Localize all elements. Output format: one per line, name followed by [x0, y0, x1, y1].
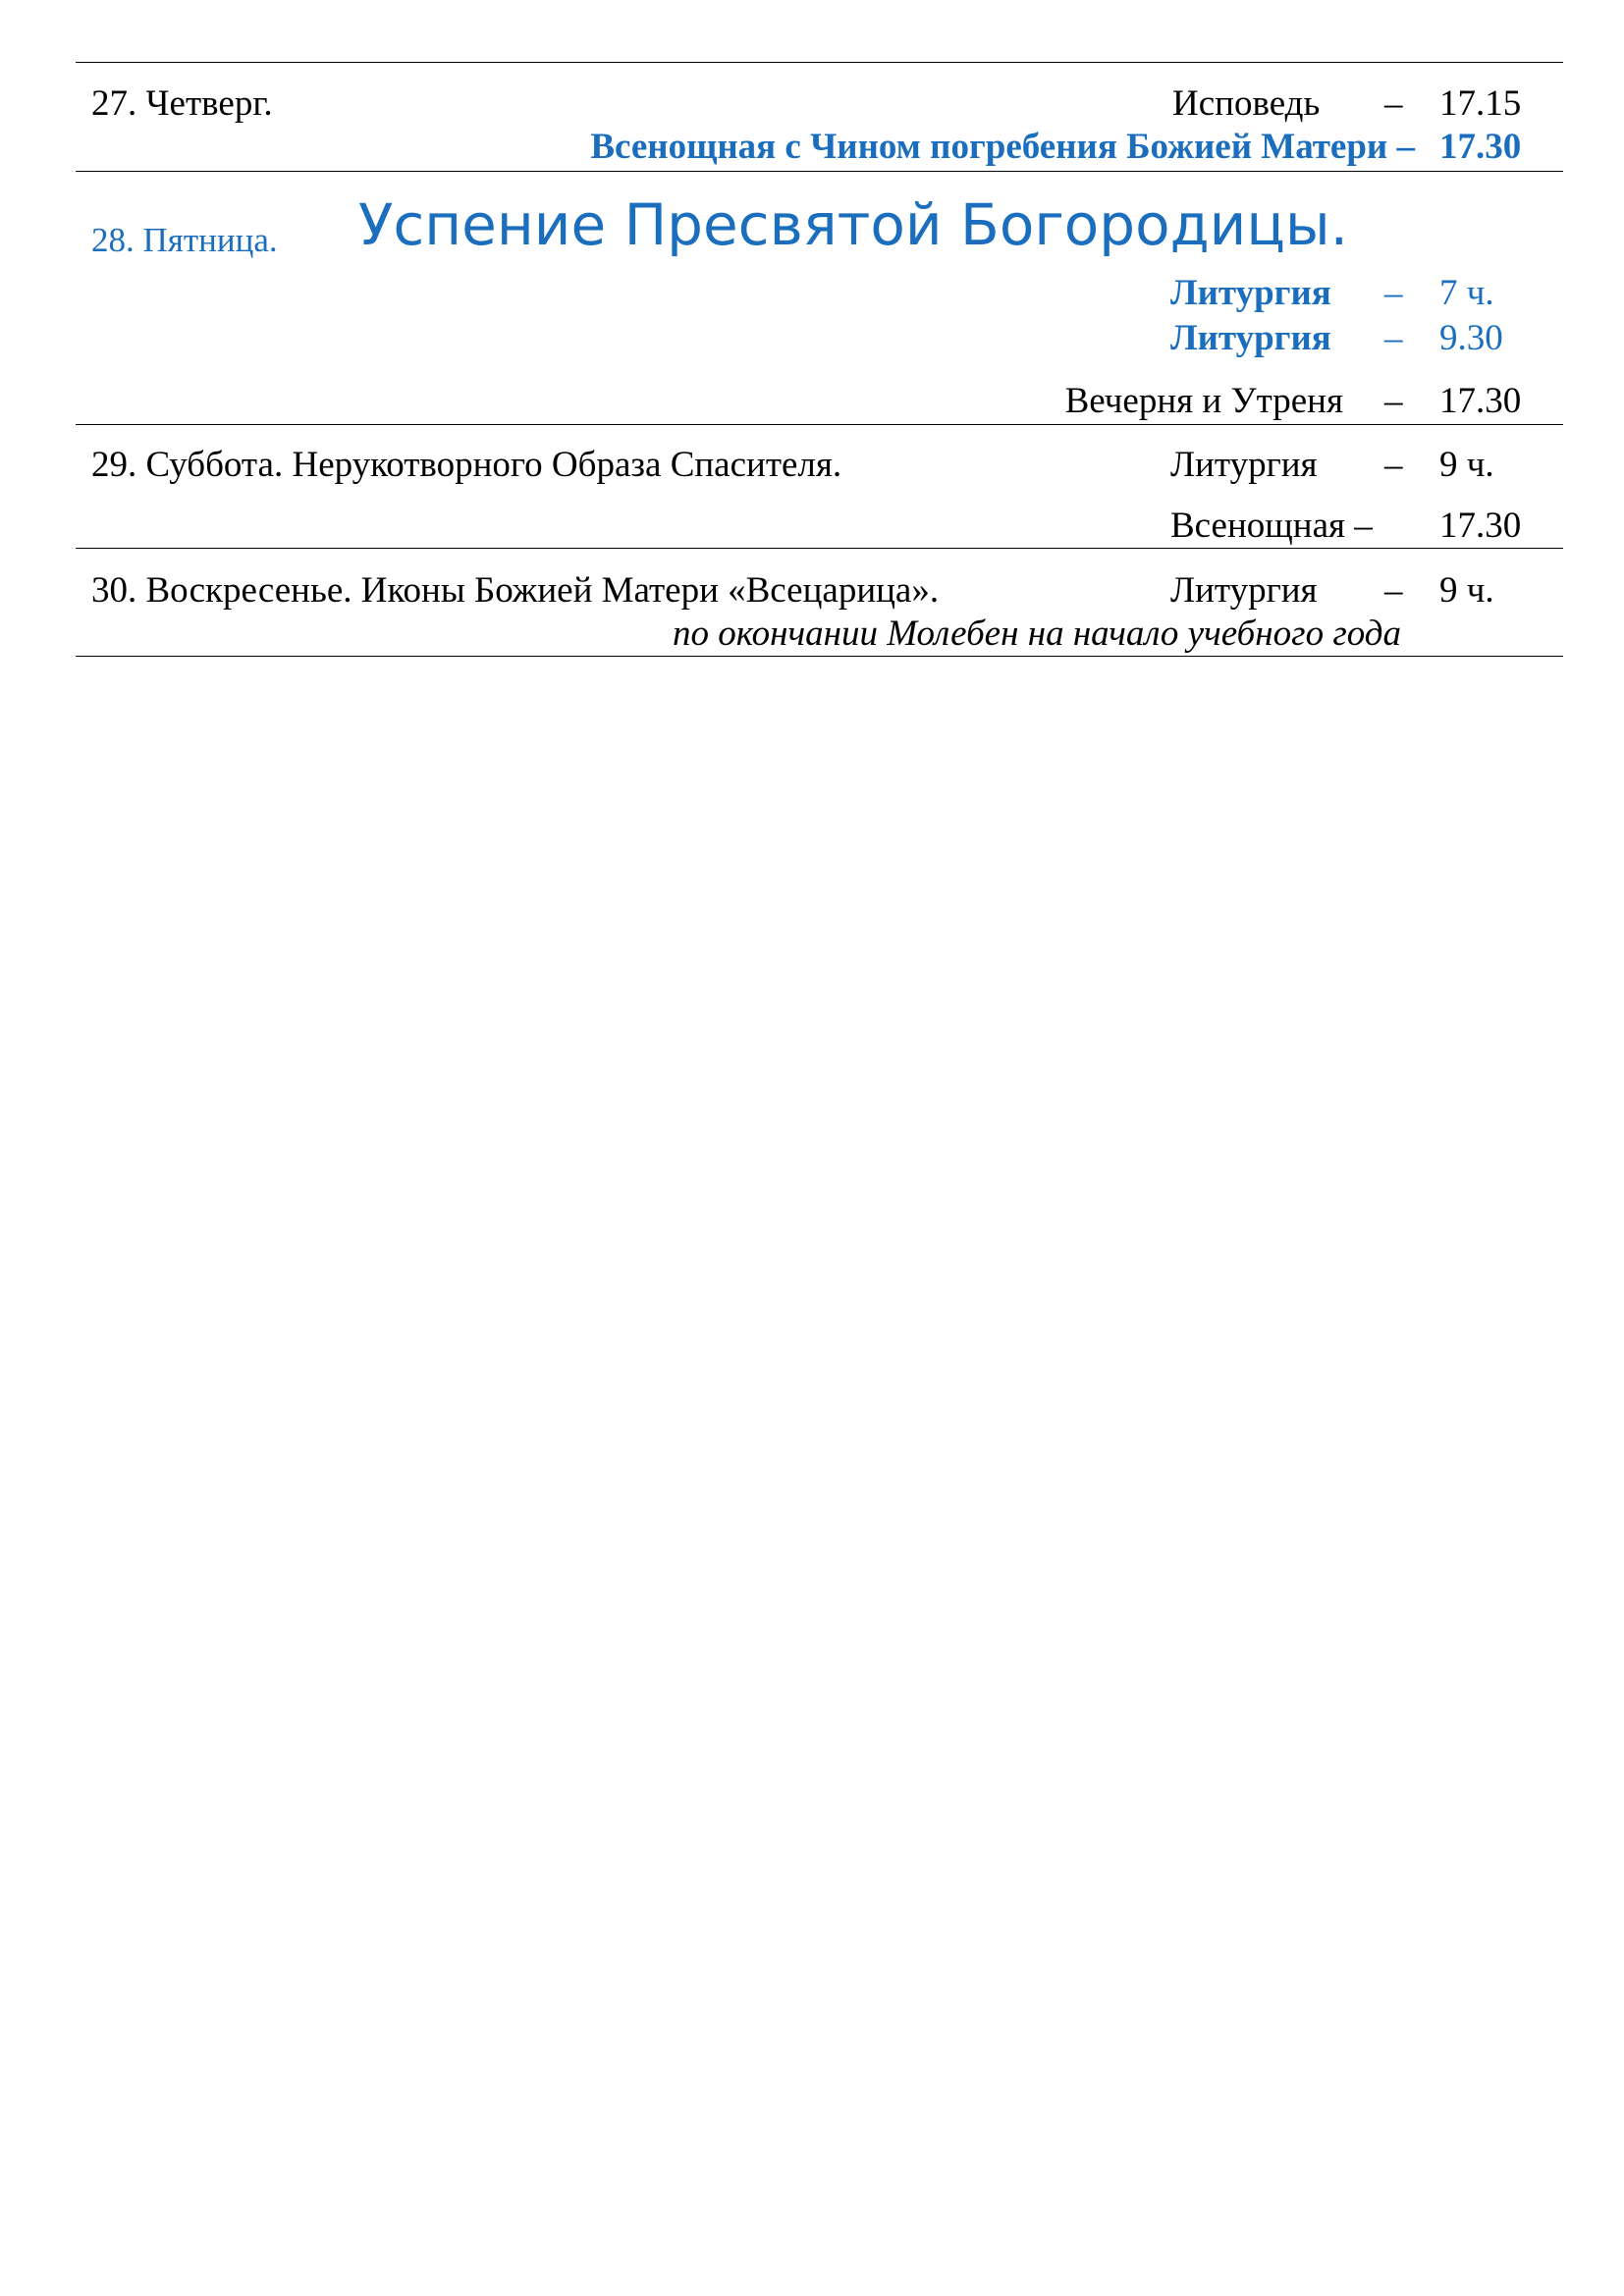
dash: – [1384, 381, 1403, 421]
service-name: Литургия [1170, 570, 1318, 611]
service-name: Исповедь [1172, 83, 1321, 124]
service-name: Всенощная – [1170, 506, 1373, 546]
service-name: Вечерня и Утреня [1064, 381, 1343, 421]
divider-after-29 [76, 548, 1563, 549]
service-time: 7 ч. [1439, 273, 1494, 313]
day-label: 28. Пятница. [91, 221, 278, 259]
dash: – [1384, 445, 1403, 485]
dash: – [1384, 318, 1403, 358]
divider-bottom [76, 656, 1563, 657]
dash: – [1384, 570, 1403, 611]
divider-top [76, 62, 1563, 63]
day-label: 29. Суббота. Нерукотворного Образа Спасителя. [91, 445, 842, 485]
service-name: Литургия [1170, 318, 1331, 358]
feast-title: Успение Пресвятой Богородицы. [358, 191, 1349, 258]
divider-after-28 [76, 424, 1563, 425]
service-name: Литургия [1170, 445, 1318, 485]
service-time: 17.15 [1439, 83, 1522, 124]
service-time: 17.30 [1439, 127, 1522, 167]
service-time: 17.30 [1439, 506, 1522, 546]
service-time: 9.30 [1439, 318, 1503, 358]
service-time: 9 ч. [1439, 445, 1494, 485]
service-time: 9 ч. [1439, 570, 1494, 611]
service-name: Всенощная с Чином погребения Божией Матери – [590, 127, 1415, 167]
day-label: 27. Четверг. [91, 83, 273, 124]
dash: – [1384, 83, 1403, 124]
day-label: 30. Воскресенье. Иконы Божией Матери «Всецарица». [91, 570, 940, 611]
service-name: Литургия [1170, 273, 1331, 313]
service-note: по окончании Молебен на начало учебного года [672, 614, 1401, 654]
service-time: 17.30 [1439, 381, 1522, 421]
divider-after-27 [76, 171, 1563, 172]
dash: – [1384, 273, 1403, 313]
